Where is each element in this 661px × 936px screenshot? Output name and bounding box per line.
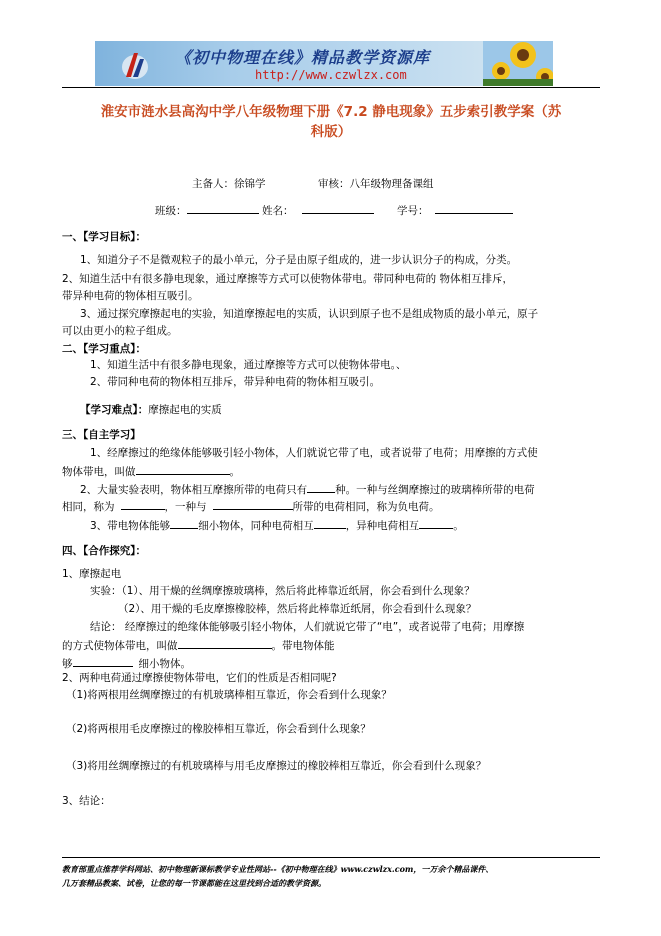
concl-blank-2[interactable] — [73, 655, 133, 667]
header-divider — [62, 87, 600, 88]
banner-title: 《初中物理在线》精品教学资源库 — [175, 48, 431, 67]
number-field — [397, 202, 513, 218]
q2-blank-2[interactable] — [121, 498, 165, 510]
keypoints-heading: 二、【学习重点】： — [62, 343, 146, 355]
inquiry-s1: 1、摩擦起电 — [62, 568, 122, 580]
logo-icon — [120, 47, 150, 81]
self-study-q2a — [80, 481, 535, 497]
q2b-text-2: ，一种与 — [164, 501, 207, 513]
q3-text-4: 。 — [453, 520, 464, 532]
keypoint-item-1: 1、知道生活中有很多静电现象，通过摩擦等方式可以使物体带电。、 — [90, 359, 407, 371]
number-blank[interactable] — [435, 202, 513, 214]
concl-blank-1[interactable] — [178, 637, 272, 649]
q1b-end: 。 — [229, 466, 240, 478]
name-field — [262, 202, 374, 218]
author-label: 主备人：徐锦学 — [192, 178, 266, 190]
goals-heading: 一、【学习目标】： — [62, 231, 146, 243]
title-line-1: 淮安市涟水县高沟中学八年级物理下册《7.2 静电现象》五步索引教学案（苏 — [100, 104, 562, 120]
q3-blank-2[interactable] — [314, 517, 346, 529]
class-blank[interactable] — [187, 202, 259, 214]
q2a-text-2: 种。一种与丝绸摩擦过的玻璃棒所带的电荷 — [335, 484, 535, 496]
self-study-q3 — [90, 517, 464, 533]
q2b-text-1: 相同，称为 — [62, 501, 115, 513]
inquiry-s3: 3、结论： — [62, 795, 111, 807]
goal-item-2a: 2、知道生活中有很多静电现象，通过摩擦等方式可以使物体带电。带同种电荷的 物体相互排斥， — [62, 273, 514, 285]
q1b-text: 物体带电，叫做 — [62, 466, 136, 478]
inquiry-conclusion-a: 结论： 经摩擦过的绝缘体能够吸引轻小物体，人们就说它带了“电”，或者说带了电荷；用摩擦 — [90, 621, 525, 633]
inquiry-exp2: （2）、用干燥的毛皮摩擦橡胶棒，然后将此棒靠近纸屑，你会看到什么现象？ — [118, 603, 477, 615]
header-banner — [95, 41, 553, 86]
inquiry-conclusion-c — [62, 655, 191, 671]
q3-blank-1[interactable] — [170, 517, 198, 529]
name-label: 姓名： — [262, 205, 294, 217]
q1-blank[interactable] — [136, 463, 230, 475]
inquiry-q2: （2)将两根用毛皮摩擦过的橡胶棒相互靠近，你会看到什么现象？ — [66, 723, 371, 735]
reviewer-label: 审核：八年级物理备课组 — [318, 178, 434, 190]
footer-line-2: 几万套精品教案、试卷，让您的每一节课都能在这里找到合适的教学资源。 — [62, 878, 326, 888]
keypoint-item-2: 2、带同种电荷的物体相互排斥，带异种电荷的物体相互吸引。 — [90, 376, 381, 388]
name-blank[interactable] — [302, 202, 374, 214]
footer-line-1: 教育部重点推荐学科网站、初中物理新课标教学专业性网站--《初中物理在线》www.czwlzx.com，一万余个精品课件、 — [62, 864, 494, 874]
q2-blank-1[interactable] — [307, 481, 335, 493]
inquiry-s2: 2、两种电荷通过摩擦使物体带电，它们的性质是否相同呢? — [62, 672, 337, 684]
document-title — [62, 102, 600, 142]
difficulty-label: 【学习难点】： — [80, 404, 149, 416]
title-line-2: 科版） — [310, 124, 352, 140]
class-label: 班级： — [155, 205, 187, 217]
self-study-q1a: 1、经摩擦过的绝缘体能够吸引轻小物体，人们就说它带了电，或者说带了电荷；用摩擦的方式使 — [90, 447, 538, 459]
q3-text-3: ，异种电荷相互 — [345, 520, 420, 532]
q3-text-2: 细小物体，同种电荷相互 — [198, 520, 314, 532]
sunflower-icon — [483, 41, 553, 86]
goal-item-2b: 带异种电荷的物体相互吸引。 — [62, 290, 199, 302]
difficulty — [80, 403, 222, 417]
q2-blank-3[interactable] — [213, 498, 293, 510]
q3-text-1: 3、带电物体能够 — [90, 520, 171, 532]
inquiry-q1: （1)将两根用丝绸摩擦过的有机玻璃棒相互靠近，你会看到什么现象？ — [66, 689, 392, 701]
concl-b-text-2: 。带电物体能 — [271, 640, 335, 652]
inquiry-heading: 四、【合作探究】： — [62, 545, 146, 557]
inquiry-q3: （3)将用丝绸摩擦过的有机玻璃棒与用毛皮摩擦过的橡胶棒相互靠近，你会看到什么现象？ — [66, 760, 487, 772]
banner-url[interactable]: http://www.czwlzx.com — [255, 68, 407, 82]
goal-item-1: 1、知道分子不是微观粒子的最小单元，分子是由原子组成的，进一步认识分子的构成，分类。 — [80, 254, 518, 266]
concl-c-text-2: 细小物体。 — [138, 658, 191, 670]
self-study-heading: 三、【自主学习】 — [62, 429, 141, 441]
q2a-text-1: 2、大量实验表明，物体相互摩擦所带的电荷只有 — [80, 484, 308, 496]
footer-divider — [62, 857, 600, 858]
concl-b-text-1: 的方式使物体带电，叫做 — [62, 640, 178, 652]
class-field — [155, 202, 259, 218]
difficulty-text: 摩擦起电的实质 — [148, 404, 222, 416]
inquiry-exp1: 实验：（1）、用干燥的丝绸摩擦玻璃棒，然后将此棒靠近纸屑，你会看到什么现象？ — [90, 585, 475, 597]
goal-item-3a: 3、通过探究摩擦起电的实验，知道摩擦起电的实质，认识到原子也不是组成物质的最小单元，原子 — [80, 308, 539, 320]
q2b-text-3: 所带的电荷相同，称为负电荷。 — [292, 501, 440, 513]
goal-item-3b: 可以由更小的粒子组成。 — [62, 325, 178, 337]
q3-blank-3[interactable] — [419, 517, 453, 529]
footer — [62, 862, 607, 890]
number-label: 学号： — [397, 205, 429, 217]
self-study-q2b — [62, 498, 440, 514]
self-study-q1b — [62, 463, 240, 479]
inquiry-conclusion-b — [62, 637, 335, 653]
concl-c-text-1: 够 — [62, 658, 73, 670]
